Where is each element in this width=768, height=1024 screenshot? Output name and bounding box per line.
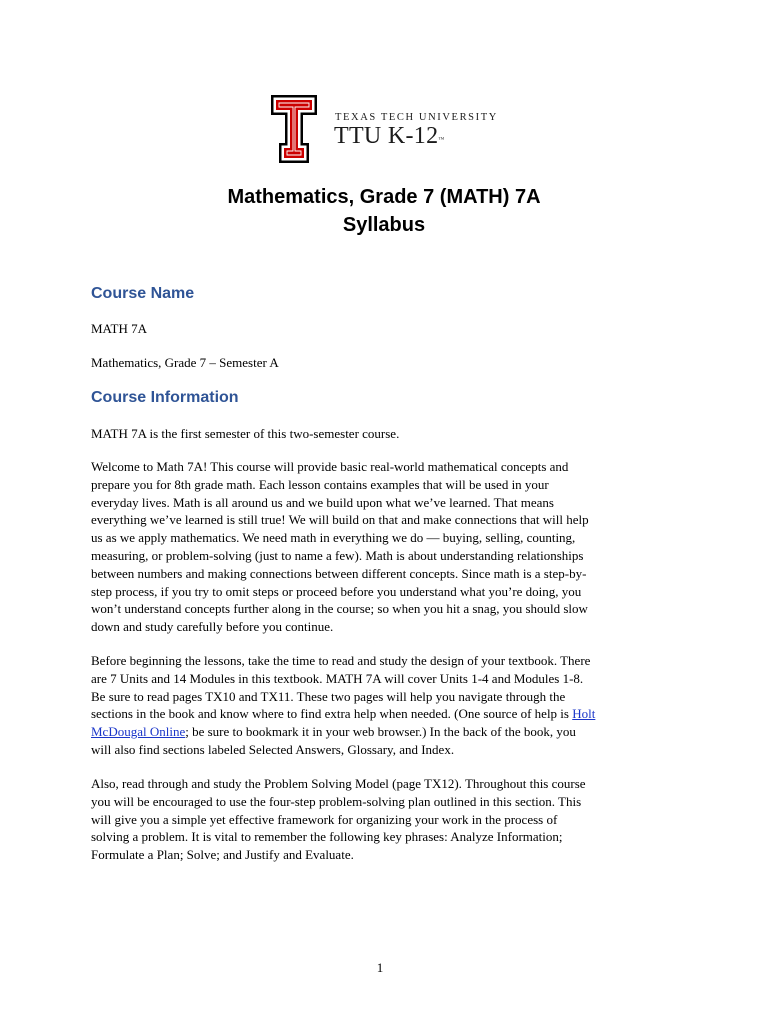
problem-solving-line: solving a problem. It is vital to remember the following key phrases: Analyze Information; <box>91 829 563 845</box>
course-code: MATH 7A <box>91 321 147 336</box>
welcome-line: won’t understand concepts further along in the course; so when you hit a snag, you should slow <box>91 601 588 617</box>
title-syllabus: Syllabus <box>342 214 426 236</box>
heading-course-name: Course Name <box>91 285 195 302</box>
page-number: 1 <box>376 960 384 975</box>
problem-solving-line: will give you a simple yet effective framework for organizing your work in the process of <box>91 811 558 827</box>
textbook-line <box>91 705 671 723</box>
textbook-line: Before beginning the lessons, take the time to read and study the design of your textbook. There <box>91 653 591 668</box>
course-full-name: Mathematics, Grade 7 – Semester A <box>91 355 279 370</box>
textbook-line: are 7 Units and 14 Modules in this textbook. MATH 7A will cover Units 1-4 and Modules 1-8. <box>91 670 584 686</box>
title-course: Mathematics, Grade 7 (MATH) 7A <box>227 186 541 208</box>
welcome-line: everyday lives. Math is all around us and we build upon what we’ve learned. That means <box>91 494 554 510</box>
holt-mcdougal-link[interactable]: Holt <box>572 706 596 722</box>
university-name: TEXAS TECH UNIVERSITY <box>335 112 498 123</box>
problem-solving-paragraph <box>91 775 671 864</box>
welcome-line: measuring, or problem-solving (just to name a few). Math is about understanding relationships <box>91 547 584 563</box>
welcome-line: Welcome to Math 7A! This course will provide basic real-world mathematical concepts and <box>91 459 569 474</box>
document-title <box>0 183 768 239</box>
heading-course-information: Course Information <box>91 389 239 406</box>
holt-mcdougal-link-continued[interactable]: McDougal Online <box>91 724 186 740</box>
problem-solving-line: Formulate a Plan; Solve; and Justify and Evaluate. <box>91 847 354 863</box>
program-name-text: TTU K-12 <box>334 123 439 149</box>
problem-solving-line: you will be encouraged to use the four-step problem-solving plan outlined in this section. This <box>91 793 582 809</box>
textbook-line-text: ; be sure to bookmark it in your web browser.) In the back of the book, you <box>185 724 576 740</box>
program-name <box>334 123 445 150</box>
textbook-line <box>91 723 671 741</box>
textbook-line: will also find sections labeled Selected Answers, Glossary, and Index. <box>91 741 455 757</box>
double-t-logo-icon <box>270 94 318 164</box>
textbook-paragraph <box>91 652 671 759</box>
textbook-line-text: sections in the book and know where to find extra help when needed. (One source of help is <box>91 706 573 722</box>
course-intro: MATH 7A is the first semester of this two-semester course. <box>91 426 400 441</box>
welcome-line: between numbers and making connections between different concepts. Since math is a step-by- <box>91 565 587 581</box>
welcome-line: step process, if you try to omit steps or proceed before you understand what you’re doing, you <box>91 583 582 599</box>
welcome-line: prepare you for 8th grade math. Each lesson contains examples that will be used in your <box>91 476 549 492</box>
welcome-line: everything we’ve learned is still true! We will build on that and make connections that will help <box>91 512 589 528</box>
trademark-symbol: ™ <box>438 137 445 143</box>
textbook-line: Be sure to read pages TX10 and TX11. These two pages will help you navigate through the <box>91 688 566 704</box>
welcome-paragraph <box>91 458 671 636</box>
welcome-line: down and study carefully before you continue. <box>91 619 334 635</box>
welcome-line: us as we apply mathematics. We need math in everything we do — buying, selling, counting, <box>91 530 576 546</box>
problem-solving-line: Also, read through and study the Problem Solving Model (page TX12). Throughout this course <box>91 776 586 791</box>
ttu-k12-logo <box>270 94 510 166</box>
